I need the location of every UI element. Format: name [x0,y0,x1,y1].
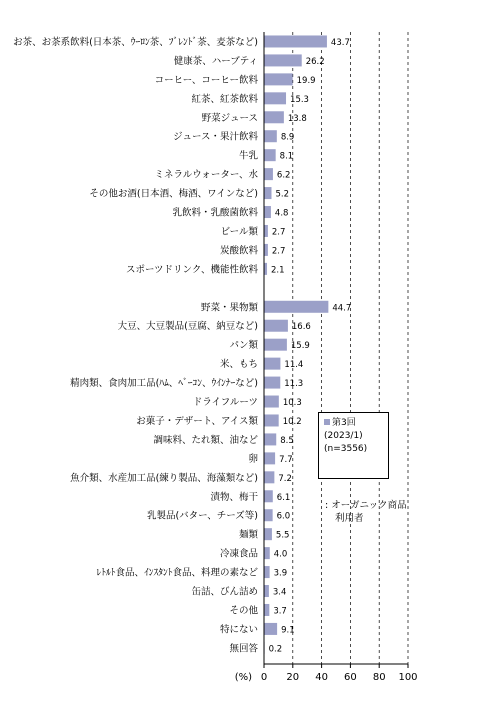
x-axis-unit-label: (%) [234,672,252,683]
x-tick-label: 60 [344,672,357,683]
bar [264,490,273,502]
x-tick-label: 80 [372,672,386,683]
x-tick-label: 100 [398,672,418,683]
category-label: 健康茶、ハーブティ [173,55,258,67]
category-label: パン類 [229,340,258,352]
value-label: 44.7 [332,303,352,314]
x-tick-label: 40 [315,672,328,683]
category-label: 野菜ジュース [201,112,258,124]
bar [264,509,273,521]
value-label: 5.5 [275,530,290,541]
category-label: 乳製品(バター、チーズ等) [146,510,258,522]
value-label: 3.7 [273,606,287,617]
bar [264,73,293,85]
value-label: 11.4 [284,360,304,371]
value-label: 13.8 [287,113,307,124]
value-label: 7.2 [278,473,292,484]
value-label: 19.9 [296,75,316,86]
category-label: お菓子・デザート、アイス類 [136,415,258,427]
category-label: 卵 [248,453,258,465]
bar [264,604,269,616]
category-label: 野菜・果物類 [200,302,258,314]
value-label: 2.1 [271,265,285,276]
value-label: 2.7 [271,227,286,238]
value-label: 11.3 [284,379,304,390]
value-label: 8.5 [280,435,294,446]
category-label: ﾚﾄﾙﾄ食品、ｲﾝｽﾀﾝﾄ食品、料理の素など [96,567,258,579]
x-tick-label: 0 [260,672,268,683]
value-label: 3.4 [272,587,287,598]
category-label: 乳飲料・乳酸菌飲料 [172,207,258,219]
legend-swatch [324,419,330,425]
bar [264,377,280,389]
category-label: その他お酒(日本酒、梅酒、ワインなど) [89,188,258,200]
category-label: ミネラルウォーター、水 [154,169,258,181]
value-label: 5.2 [275,189,290,200]
category-label: 紅茶、紅茶飲料 [191,93,258,105]
bar [264,301,328,313]
value-label: 0.2 [268,644,283,655]
value-label: 16.6 [291,322,311,333]
value-label: 4.0 [273,549,288,560]
value-label: 8.9 [280,132,295,143]
bar [264,111,284,123]
bar [264,358,280,370]
value-label: 6.0 [276,511,291,522]
bar [264,244,268,256]
category-label: 米、もち [219,359,258,371]
value-label: 15.3 [290,94,309,105]
category-label: 無回答 [229,643,258,655]
value-label: 2.7 [271,246,286,257]
bar [264,54,302,66]
legend-series-name: 第3回 [332,418,356,428]
category-label: 魚介類、水産加工品(練り製品、海藻類など) [70,472,258,484]
category-label: 漬物、梅干 [210,491,258,503]
bar [264,206,271,218]
bar [264,433,276,445]
note-line-2: 利用者 [335,513,364,524]
chart-note [325,499,407,525]
bar [264,168,273,180]
value-label: 10.2 [282,416,302,427]
category-label: ジュース・果汁飲料 [173,131,258,143]
bar [264,471,274,483]
value-label: 6.2 [276,170,291,181]
category-label: 冷凍食品 [219,548,258,560]
category-label: 特にない [219,624,258,636]
category-label: スポーツドリンク、機能性飲料 [125,264,258,276]
value-label: 10.3 [282,398,302,409]
bar [264,585,269,597]
category-label: 缶詰、びん詰め [191,586,258,598]
category-label: ドライフルーツ [192,397,258,409]
value-label: 6.1 [276,492,291,503]
value-label: 43.7 [330,37,350,48]
category-label: 牛乳 [238,150,258,162]
bar [264,149,276,161]
bar [264,452,275,464]
value-label: 8.1 [279,151,294,162]
category-label: コーヒー、コーヒー飲料 [154,74,258,86]
bar [264,92,286,104]
note-line-1: : オーガニック商品 [325,500,407,511]
bar [264,320,288,332]
value-label: 15.9 [290,341,310,352]
category-label: お茶、お茶系飲料(日本茶、ｳｰﾛﾝ茶、ﾌﾞﾚﾝﾄﾞ茶、麦茶など) [13,36,258,48]
bar [264,396,279,408]
bar [264,547,270,559]
bar [264,130,277,142]
bar [264,35,327,47]
value-label: 3.9 [273,568,288,579]
value-label: 4.8 [274,208,289,219]
legend-series-n: (n=3556) [324,444,368,454]
category-label: 麺類 [238,529,258,541]
value-label: 26.2 [305,56,325,67]
bar [264,187,271,199]
bar [264,339,287,351]
category-label: 炭酸飲料 [219,245,258,257]
chart-legend [318,412,389,479]
bar [264,414,279,426]
value-label: 7.7 [279,454,293,465]
legend-series-date: (2023/1) [324,431,363,441]
x-tick-label: 20 [286,672,300,683]
category-label: ビール類 [220,226,258,238]
category-label: 大豆、大豆製品(豆腐、納豆など) [117,321,258,333]
bar [264,566,270,578]
bar [264,528,272,540]
bar [264,623,277,635]
category-label: その他 [229,605,258,617]
category-label: 精肉類、食肉加工品(ﾊﾑ、ﾍﾞｰｺﾝ、ｳｲﾝﾅｰなど) [70,378,258,390]
value-label: 9.1 [281,625,295,636]
bar [264,225,268,237]
category-label: 調味料、たれ類、油など [153,434,258,446]
